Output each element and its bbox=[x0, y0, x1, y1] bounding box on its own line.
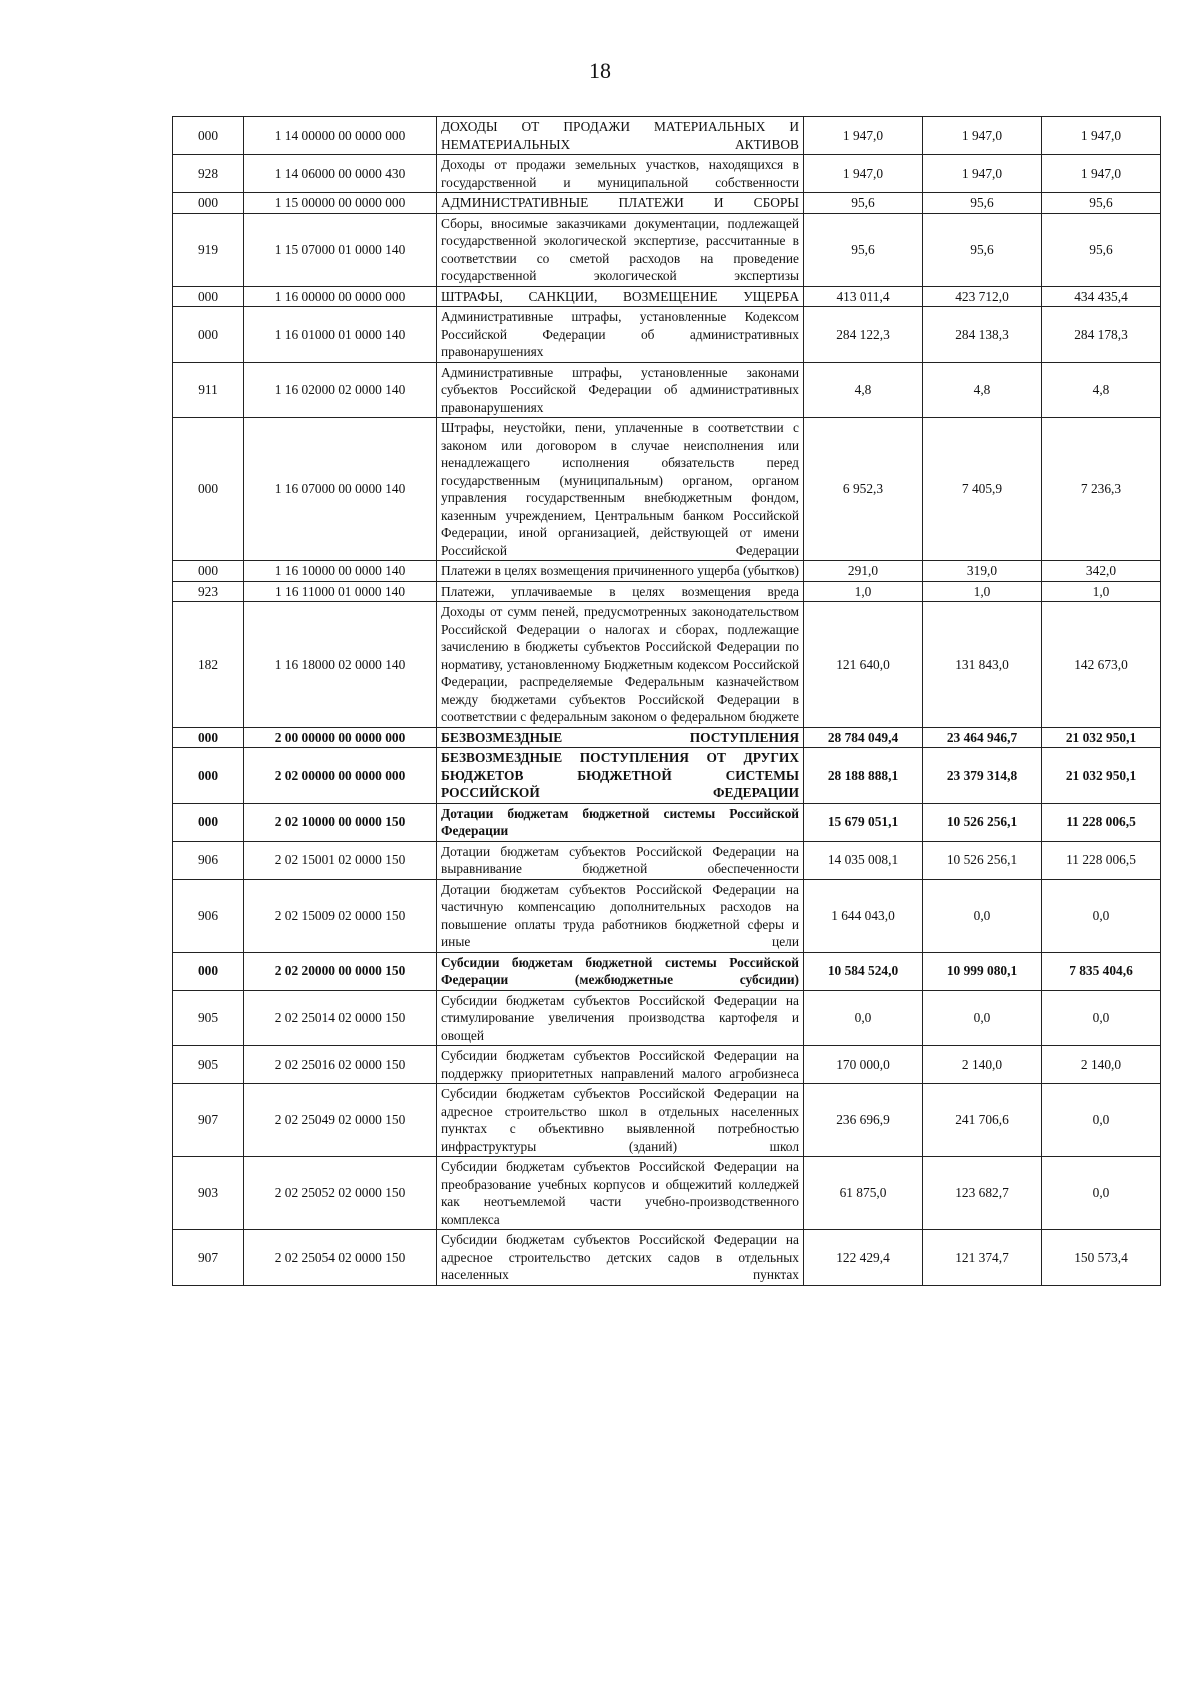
budget-code-cell: 2 00 00000 00 0000 000 bbox=[244, 727, 437, 748]
table-row bbox=[173, 155, 1161, 193]
amount-year3-cell: 7 835 404,6 bbox=[1042, 952, 1161, 990]
budget-code-cell: 2 02 00000 00 0000 000 bbox=[244, 748, 437, 804]
amount-year2-cell: 95,6 bbox=[923, 213, 1042, 286]
amount-year1-cell: 4,8 bbox=[804, 362, 923, 418]
admin-code-cell: 911 bbox=[173, 362, 244, 418]
amount-year2-cell: 123 682,7 bbox=[923, 1157, 1042, 1230]
amount-year2-cell: 1 947,0 bbox=[923, 117, 1042, 155]
budget-code-cell: 2 02 25016 02 0000 150 bbox=[244, 1046, 437, 1084]
revenue-name-cell: БЕЗВОЗМЕЗДНЫЕ ПОСТУПЛЕНИЯ bbox=[437, 727, 804, 748]
table-row bbox=[173, 879, 1161, 952]
amount-year2-cell: 1 947,0 bbox=[923, 155, 1042, 193]
revenue-name-cell: ДОХОДЫ ОТ ПРОДАЖИ МАТЕРИАЛЬНЫХ И НЕМАТЕРИАЛЬНЫХ АКТИВОВ bbox=[437, 117, 804, 155]
budget-code-cell: 2 02 20000 00 0000 150 bbox=[244, 952, 437, 990]
amount-year3-cell: 150 573,4 bbox=[1042, 1230, 1161, 1286]
admin-code-cell: 000 bbox=[173, 418, 244, 561]
amount-year2-cell: 0,0 bbox=[923, 990, 1042, 1046]
amount-year2-cell: 2 140,0 bbox=[923, 1046, 1042, 1084]
table-row bbox=[173, 213, 1161, 286]
amount-year3-cell: 0,0 bbox=[1042, 879, 1161, 952]
table-row bbox=[173, 1046, 1161, 1084]
revenue-name-cell: Административные штрафы, установленные Кодексом Российской Федерации об административных правонарушениях bbox=[437, 307, 804, 363]
amount-year1-cell: 61 875,0 bbox=[804, 1157, 923, 1230]
amount-year1-cell: 236 696,9 bbox=[804, 1084, 923, 1157]
revenue-name-cell: Субсидии бюджетам субъектов Российской Федерации на адресное строительство детских садов в отдельных населенных пунктах bbox=[437, 1230, 804, 1286]
revenue-name-cell: Платежи в целях возмещения причиненного ущерба (убытков) bbox=[437, 561, 804, 582]
amount-year1-cell: 1 947,0 bbox=[804, 155, 923, 193]
amount-year3-cell: 11 228 006,5 bbox=[1042, 841, 1161, 879]
amount-year2-cell: 4,8 bbox=[923, 362, 1042, 418]
table-row bbox=[173, 803, 1161, 841]
table-row bbox=[173, 561, 1161, 582]
amount-year2-cell: 121 374,7 bbox=[923, 1230, 1042, 1286]
page-number: 18 bbox=[589, 58, 611, 83]
revenue-name-cell: Дотации бюджетам бюджетной системы Российской Федерации bbox=[437, 803, 804, 841]
amount-year3-cell: 434 435,4 bbox=[1042, 286, 1161, 307]
amount-year3-cell: 0,0 bbox=[1042, 1084, 1161, 1157]
budget-code-cell: 2 02 25052 02 0000 150 bbox=[244, 1157, 437, 1230]
amount-year3-cell: 2 140,0 bbox=[1042, 1046, 1161, 1084]
amount-year3-cell: 21 032 950,1 bbox=[1042, 748, 1161, 804]
amount-year2-cell: 7 405,9 bbox=[923, 418, 1042, 561]
amount-year1-cell: 1 947,0 bbox=[804, 117, 923, 155]
amount-year3-cell: 284 178,3 bbox=[1042, 307, 1161, 363]
amount-year3-cell: 0,0 bbox=[1042, 990, 1161, 1046]
amount-year1-cell: 122 429,4 bbox=[804, 1230, 923, 1286]
admin-code-cell: 907 bbox=[173, 1084, 244, 1157]
revenue-name-cell: Штрафы, неустойки, пени, уплаченные в соответствии с законом или договором в случае неисполнения или ненадлежащего исполнения обязательств перед государственным (муниципальным) органом, органом управления государственным внебюджетным фондом, казенным учреждением, Центральным банком Российской Федерации, иной организацией, действующей от имени Российской Федерации bbox=[437, 418, 804, 561]
admin-code-cell: 906 bbox=[173, 841, 244, 879]
admin-code-cell: 906 bbox=[173, 879, 244, 952]
budget-code-cell: 1 16 07000 00 0000 140 bbox=[244, 418, 437, 561]
revenue-name-cell: Субсидии бюджетам субъектов Российской Федерации на адресное строительство школ в отдельных населенных пунктах с объективно выявленной потребностью инфраструктуры (зданий) школ bbox=[437, 1084, 804, 1157]
amount-year3-cell: 1,0 bbox=[1042, 581, 1161, 602]
revenue-name-cell: Субсидии бюджетам субъектов Российской Федерации на стимулирование увеличения производства картофеля и овощей bbox=[437, 990, 804, 1046]
amount-year1-cell: 28 784 049,4 bbox=[804, 727, 923, 748]
amount-year3-cell: 0,0 bbox=[1042, 1157, 1161, 1230]
budget-code-cell: 2 02 25054 02 0000 150 bbox=[244, 1230, 437, 1286]
amount-year3-cell: 342,0 bbox=[1042, 561, 1161, 582]
budget-code-cell: 1 16 18000 02 0000 140 bbox=[244, 602, 437, 728]
revenue-name-cell: Дотации бюджетам субъектов Российской Федерации на частичную компенсацию дополнительных расходов на повышение оплаты труда работников бюджетной сферы и иные цели bbox=[437, 879, 804, 952]
table-row bbox=[173, 286, 1161, 307]
table-row bbox=[173, 418, 1161, 561]
table-row bbox=[173, 602, 1161, 728]
table-row bbox=[173, 1157, 1161, 1230]
budget-code-cell: 2 02 10000 00 0000 150 bbox=[244, 803, 437, 841]
amount-year2-cell: 10 526 256,1 bbox=[923, 841, 1042, 879]
budget-code-cell: 1 16 00000 00 0000 000 bbox=[244, 286, 437, 307]
revenue-name-cell: Доходы от продажи земельных участков, находящихся в государственной и муниципальной собственности bbox=[437, 155, 804, 193]
budget-code-cell: 2 02 25014 02 0000 150 bbox=[244, 990, 437, 1046]
amount-year2-cell: 131 843,0 bbox=[923, 602, 1042, 728]
amount-year1-cell: 95,6 bbox=[804, 193, 923, 214]
budget-code-cell: 1 16 02000 02 0000 140 bbox=[244, 362, 437, 418]
budget-code-cell: 1 16 10000 00 0000 140 bbox=[244, 561, 437, 582]
table-row bbox=[173, 193, 1161, 214]
budget-code-cell: 1 15 00000 00 0000 000 bbox=[244, 193, 437, 214]
budget-code-cell: 2 02 15009 02 0000 150 bbox=[244, 879, 437, 952]
revenue-name-cell: Сборы, вносимые заказчиками документации, подлежащей государственной экологической экспертизе, рассчитанные в соответствии со сметой расходов на проведение государственной экологической экспертизы bbox=[437, 213, 804, 286]
table-row bbox=[173, 841, 1161, 879]
budget-code-cell: 1 14 06000 00 0000 430 bbox=[244, 155, 437, 193]
admin-code-cell: 182 bbox=[173, 602, 244, 728]
amount-year3-cell: 1 947,0 bbox=[1042, 117, 1161, 155]
revenue-name-cell: Административные штрафы, установленные законами субъектов Российской Федерации об административных правонарушениях bbox=[437, 362, 804, 418]
revenue-name-cell: АДМИНИСТРАТИВНЫЕ ПЛАТЕЖИ И СБОРЫ bbox=[437, 193, 804, 214]
admin-code-cell: 905 bbox=[173, 990, 244, 1046]
table-row bbox=[173, 727, 1161, 748]
amount-year2-cell: 0,0 bbox=[923, 879, 1042, 952]
admin-code-cell: 923 bbox=[173, 581, 244, 602]
table-body bbox=[173, 117, 1161, 1286]
amount-year3-cell: 7 236,3 bbox=[1042, 418, 1161, 561]
amount-year1-cell: 291,0 bbox=[804, 561, 923, 582]
amount-year1-cell: 0,0 bbox=[804, 990, 923, 1046]
revenue-name-cell: Субсидии бюджетам бюджетной системы Российской Федерации (межбюджетные субсидии) bbox=[437, 952, 804, 990]
revenue-name-cell: Дотации бюджетам субъектов Российской Федерации на выравнивание бюджетной обеспеченности bbox=[437, 841, 804, 879]
revenue-name-cell: Субсидии бюджетам субъектов Российской Федерации на поддержку приоритетных направлений малого агробизнеса bbox=[437, 1046, 804, 1084]
revenue-table bbox=[172, 116, 1161, 1286]
table-row bbox=[173, 581, 1161, 602]
amount-year2-cell: 10 999 080,1 bbox=[923, 952, 1042, 990]
amount-year1-cell: 1 644 043,0 bbox=[804, 879, 923, 952]
amount-year1-cell: 14 035 008,1 bbox=[804, 841, 923, 879]
admin-code-cell: 000 bbox=[173, 193, 244, 214]
revenue-name-cell: Субсидии бюджетам субъектов Российской Федерации на преобразование учебных корпусов и общежитий колледжей как неотъемлемой части учебно-производственного комплекса bbox=[437, 1157, 804, 1230]
admin-code-cell: 000 bbox=[173, 727, 244, 748]
amount-year1-cell: 121 640,0 bbox=[804, 602, 923, 728]
table-row bbox=[173, 307, 1161, 363]
table-row bbox=[173, 990, 1161, 1046]
table-row bbox=[173, 1230, 1161, 1286]
budget-code-cell: 1 14 00000 00 0000 000 bbox=[244, 117, 437, 155]
admin-code-cell: 903 bbox=[173, 1157, 244, 1230]
amount-year1-cell: 413 011,4 bbox=[804, 286, 923, 307]
budget-code-cell: 1 16 01000 01 0000 140 bbox=[244, 307, 437, 363]
admin-code-cell: 000 bbox=[173, 952, 244, 990]
amount-year2-cell: 241 706,6 bbox=[923, 1084, 1042, 1157]
table-row bbox=[173, 362, 1161, 418]
amount-year3-cell: 142 673,0 bbox=[1042, 602, 1161, 728]
amount-year1-cell: 95,6 bbox=[804, 213, 923, 286]
amount-year3-cell: 95,6 bbox=[1042, 213, 1161, 286]
revenue-name-cell: Платежи, уплачиваемые в целях возмещения вреда bbox=[437, 581, 804, 602]
amount-year3-cell: 11 228 006,5 bbox=[1042, 803, 1161, 841]
admin-code-cell: 928 bbox=[173, 155, 244, 193]
amount-year3-cell: 21 032 950,1 bbox=[1042, 727, 1161, 748]
amount-year1-cell: 284 122,3 bbox=[804, 307, 923, 363]
amount-year2-cell: 23 379 314,8 bbox=[923, 748, 1042, 804]
admin-code-cell: 000 bbox=[173, 286, 244, 307]
amount-year1-cell: 10 584 524,0 bbox=[804, 952, 923, 990]
admin-code-cell: 000 bbox=[173, 561, 244, 582]
amount-year2-cell: 23 464 946,7 bbox=[923, 727, 1042, 748]
revenue-name-cell: БЕЗВОЗМЕЗДНЫЕ ПОСТУПЛЕНИЯ ОТ ДРУГИХ БЮДЖЕТОВ БЮДЖЕТНОЙ СИСТЕМЫ РОССИЙСКОЙ ФЕДЕРАЦИИ bbox=[437, 748, 804, 804]
amount-year2-cell: 1,0 bbox=[923, 581, 1042, 602]
amount-year3-cell: 95,6 bbox=[1042, 193, 1161, 214]
amount-year3-cell: 4,8 bbox=[1042, 362, 1161, 418]
budget-code-cell: 2 02 15001 02 0000 150 bbox=[244, 841, 437, 879]
admin-code-cell: 000 bbox=[173, 307, 244, 363]
revenue-name-cell: ШТРАФЫ, САНКЦИИ, ВОЗМЕЩЕНИЕ УЩЕРБА bbox=[437, 286, 804, 307]
amount-year2-cell: 319,0 bbox=[923, 561, 1042, 582]
budget-code-cell: 1 15 07000 01 0000 140 bbox=[244, 213, 437, 286]
amount-year2-cell: 95,6 bbox=[923, 193, 1042, 214]
admin-code-cell: 000 bbox=[173, 803, 244, 841]
amount-year2-cell: 10 526 256,1 bbox=[923, 803, 1042, 841]
admin-code-cell: 905 bbox=[173, 1046, 244, 1084]
budget-code-cell: 2 02 25049 02 0000 150 bbox=[244, 1084, 437, 1157]
revenue-name-cell: Доходы от сумм пеней, предусмотренных законодательством Российской Федерации о налогах и сборах, подлежащие зачислению в бюджеты субъектов Российской Федерации по нормативу, установленному Бюджетным кодексом Российской Федерации, распределяемые Федеральным казначейством между бюджетами субъектов Российской Федерации в соответствии с федеральным законом о федеральном бюджете bbox=[437, 602, 804, 728]
admin-code-cell: 000 bbox=[173, 748, 244, 804]
admin-code-cell: 907 bbox=[173, 1230, 244, 1286]
table-row bbox=[173, 952, 1161, 990]
table-row bbox=[173, 1084, 1161, 1157]
amount-year2-cell: 423 712,0 bbox=[923, 286, 1042, 307]
amount-year1-cell: 170 000,0 bbox=[804, 1046, 923, 1084]
amount-year1-cell: 28 188 888,1 bbox=[804, 748, 923, 804]
amount-year1-cell: 1,0 bbox=[804, 581, 923, 602]
amount-year2-cell: 284 138,3 bbox=[923, 307, 1042, 363]
amount-year1-cell: 6 952,3 bbox=[804, 418, 923, 561]
amount-year1-cell: 15 679 051,1 bbox=[804, 803, 923, 841]
amount-year3-cell: 1 947,0 bbox=[1042, 155, 1161, 193]
table-row bbox=[173, 117, 1161, 155]
admin-code-cell: 919 bbox=[173, 213, 244, 286]
table-row bbox=[173, 748, 1161, 804]
budget-code-cell: 1 16 11000 01 0000 140 bbox=[244, 581, 437, 602]
admin-code-cell: 000 bbox=[173, 117, 244, 155]
